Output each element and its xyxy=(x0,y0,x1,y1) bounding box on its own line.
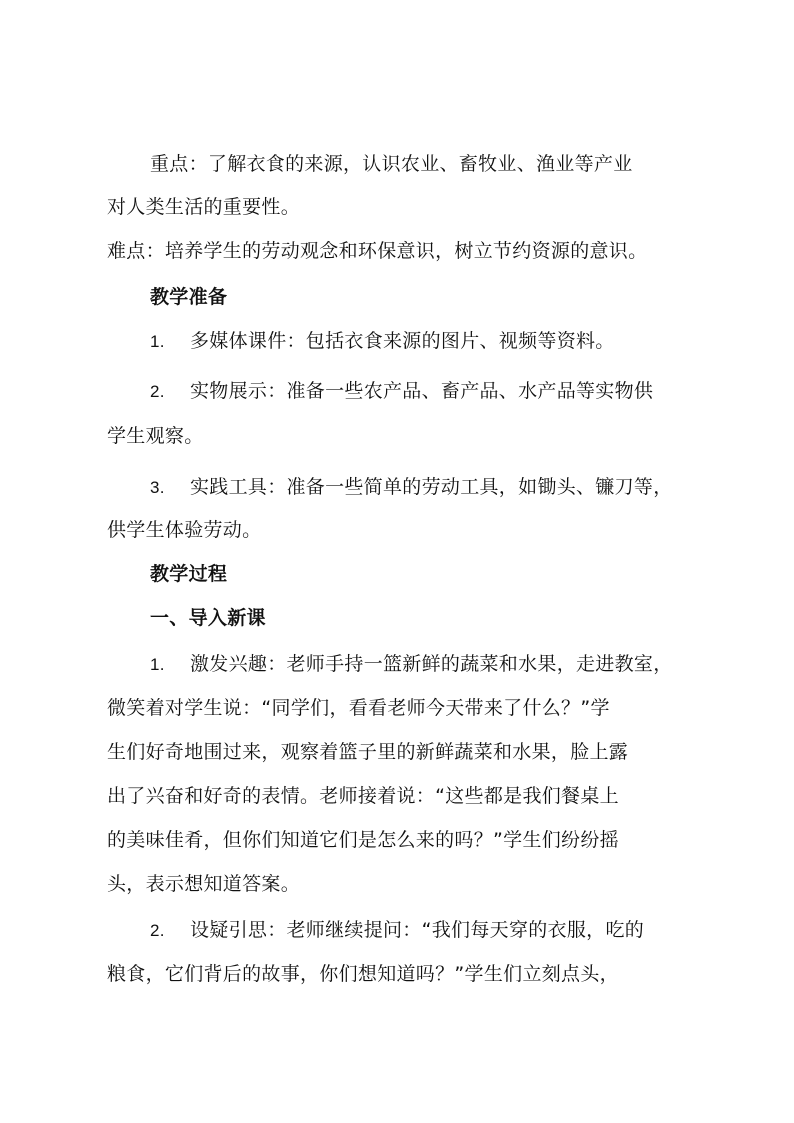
step-1-line-5: 的美味佳肴，但你们知道它们是怎么来的吗？”学生们纷纷摇 xyxy=(107,829,619,851)
list-number: 1. xyxy=(150,332,165,351)
list-number: 2. xyxy=(150,921,165,940)
prep-item-text: 实践工具：准备一些简单的劳动工具，如锄头、镰刀等， xyxy=(190,476,673,498)
step-text: 激发兴趣：老师手持一篮新鲜的蔬菜和水果，走进教室， xyxy=(190,653,673,675)
step-1-line-4: 出了兴奋和好奇的表情。老师接着说：“这些都是我们餐桌上 xyxy=(107,785,619,807)
key-point-line-1: 重点：了解衣食的来源，认识农业、畜牧业、渔业等产业 xyxy=(150,153,633,175)
process-heading: 教学过程 xyxy=(150,563,228,585)
prep-item-2-continued: 学生观察。 xyxy=(107,425,204,447)
step-2-line-2: 粮食，它们背后的故事，你们想知道吗？”学生们立刻点头， xyxy=(107,963,619,985)
prep-item-1 xyxy=(150,329,615,354)
prep-item-text: 多媒体课件：包括衣食来源的图片、视频等资料。 xyxy=(190,330,615,352)
list-number: 3. xyxy=(150,478,165,497)
list-number: 1. xyxy=(150,655,165,674)
step-1 xyxy=(150,652,673,677)
key-point-line-2: 对人类生活的重要性。 xyxy=(107,196,301,218)
list-number: 2. xyxy=(150,382,165,401)
prep-item-3-continued: 供学生体验劳动。 xyxy=(107,519,262,541)
step-1-line-6: 头，表示想知道答案。 xyxy=(107,873,301,895)
prep-item-text: 实物展示：准备一些农产品、畜产品、水产品等实物供 xyxy=(190,380,654,402)
step-1-line-3: 生们好奇地围过来，观察着篮子里的新鲜蔬菜和水果，脸上露 xyxy=(107,741,629,763)
prep-item-3 xyxy=(150,475,673,500)
prep-heading: 教学准备 xyxy=(150,286,228,308)
step-1-line-2: 微笑着对学生说：“同学们，看看老师今天带来了什么？”学 xyxy=(107,697,610,719)
step-2 xyxy=(150,918,644,943)
difficulty-line: 难点：培养学生的劳动观念和环保意识，树立节约资源的意识。 xyxy=(107,240,648,262)
prep-item-2 xyxy=(150,379,653,404)
section-heading: 一、导入新课 xyxy=(150,607,266,629)
step-text: 设疑引思：老师继续提问：“我们每天穿的衣服，吃的 xyxy=(190,919,645,941)
